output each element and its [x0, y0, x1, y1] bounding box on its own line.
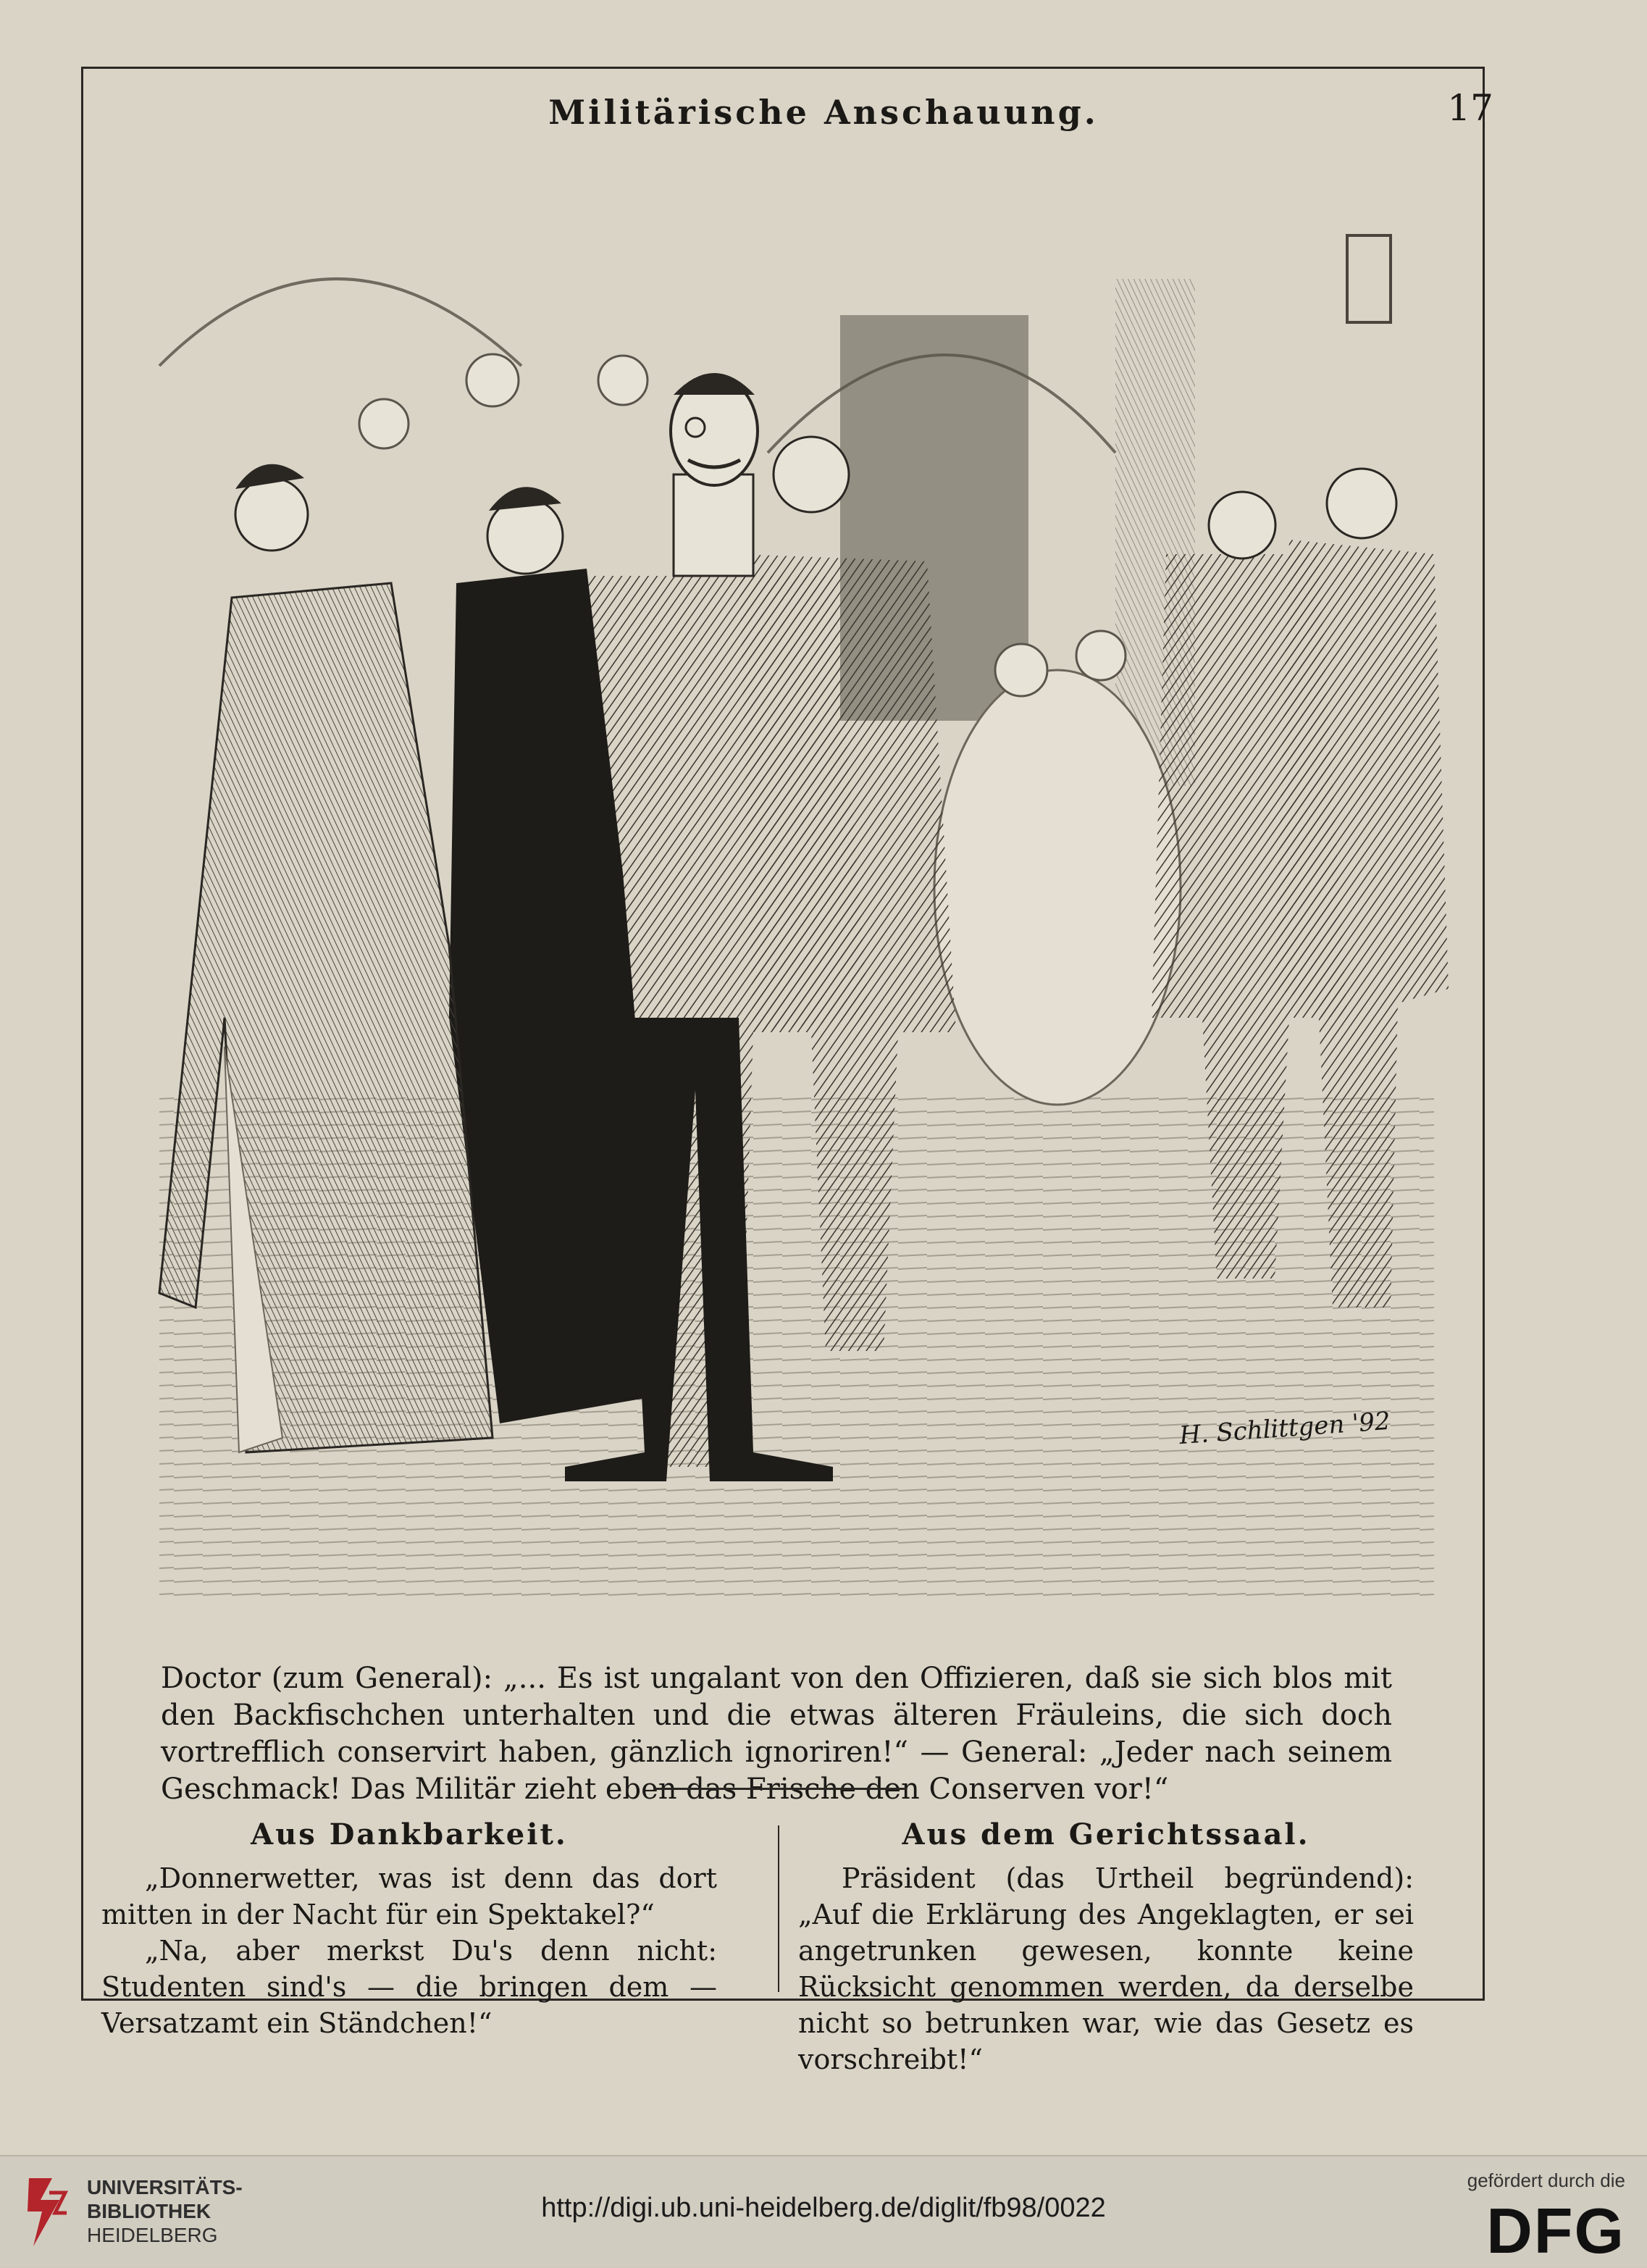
ballroom-illustration — [116, 148, 1478, 1604]
university-library-name: UNIVERSITÄTS- BIBLIOTHEK HEIDELBERG — [87, 2176, 243, 2246]
digitization-footer — [0, 2155, 1647, 2267]
column-divider — [778, 1825, 779, 1992]
article-heading: Aus Dankbarkeit. — [251, 1817, 568, 1851]
article-paragraph: Präsident (das Urtheil begründend): „Auf die Erklärung des Angeklagten, er sei angetrunken gewesen, konnte keine Rücksicht genommen werden, da derselbe nicht so betrunken war, wie das Gesetz es vorschreibt!“ — [798, 1862, 1414, 2075]
dfg-logo: DFG — [1486, 2195, 1625, 2267]
funding-note: gefördert durch die — [1467, 2169, 1625, 2191]
artist-signature: H. Schlittgen '92 — [1178, 1406, 1391, 1451]
page-title: Militärische Anschauung. — [548, 93, 1099, 132]
article-gerichtssaal — [798, 1817, 1414, 2077]
digital-object-link[interactable]: http://digi.ub.uni-heidelberg.de/diglit/fb98/0022 — [541, 2193, 1106, 2223]
illustration-caption: Doctor (zum General): „... Es ist ungalant von den Offizieren, daß sie sich blos mit den Backfischchen unterhalten und die etwas älteren Fräuleins, die sich doch vortrefflich conservirt haben, gänzlich ignoriren!“ — General: „Jeder nach seinem Geschmack! Das Militär zieht eben das Frische den Conserven vor!“ — [161, 1662, 1392, 1806]
article-dankbarkeit — [101, 1817, 717, 2041]
caption-divider — [653, 1788, 907, 1790]
article-paragraph: „Donnerwetter, was ist denn das dort mitten in der Nacht für ein Spektakel?“ — [101, 1862, 717, 1930]
page-number: 17 — [1447, 87, 1493, 129]
article-heading: Aus dem Gerichtssaal. — [902, 1817, 1310, 1851]
article-paragraph: „Na, aber merkst Du's denn nicht: Studenten sind's — die bringen dem — Versatzamt ein Ständchen!“ — [101, 1935, 717, 2039]
